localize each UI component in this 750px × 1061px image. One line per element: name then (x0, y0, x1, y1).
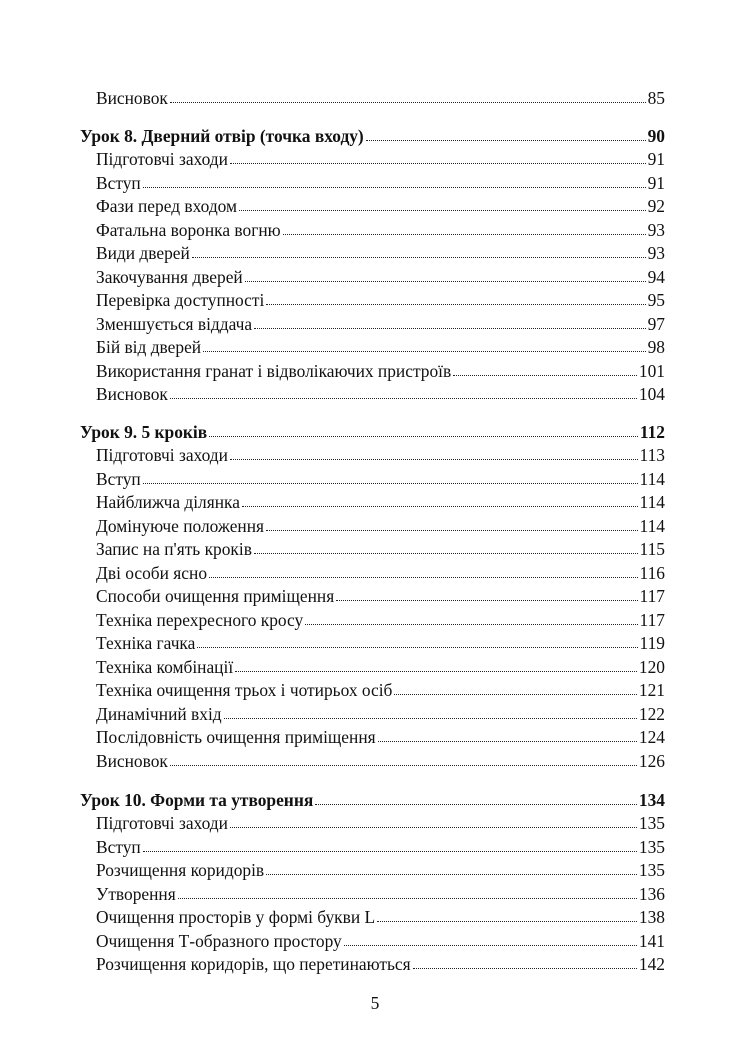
toc-entry-page: 85 (647, 88, 665, 108)
toc-entry-title: Урок 10. Форми та утворення (80, 790, 314, 810)
toc-entry (96, 929, 665, 951)
dot-leader (209, 576, 638, 578)
toc-entry-page: 122 (638, 704, 665, 724)
toc-entry-page: 95 (647, 290, 665, 310)
dot-leader (143, 850, 637, 852)
dot-leader (344, 944, 637, 946)
toc-entry-page: 112 (639, 422, 665, 442)
toc-entry-page: 98 (647, 337, 665, 357)
toc-entry-page: 138 (638, 907, 665, 927)
toc-entry (96, 490, 665, 512)
dot-leader (230, 162, 646, 164)
toc-entry (96, 218, 665, 240)
dot-leader (413, 967, 637, 969)
toc-entry (96, 835, 665, 857)
toc-entry-page: 101 (638, 361, 665, 381)
dot-leader (143, 482, 638, 484)
toc-entry (96, 335, 665, 357)
toc-entry-page: 93 (647, 243, 665, 263)
toc-entry (96, 678, 665, 700)
toc-entry-page: 117 (639, 610, 665, 630)
dot-leader (305, 623, 637, 625)
toc-entry-page: 113 (639, 445, 665, 465)
toc-entry-page: 97 (647, 314, 665, 334)
dot-leader (178, 897, 637, 899)
toc-entry-title: Техніка комбінації (96, 657, 234, 677)
toc-entry (96, 359, 665, 381)
toc-entry (96, 749, 665, 771)
dot-leader (366, 139, 646, 141)
dot-leader (143, 186, 646, 188)
dot-leader (266, 529, 638, 531)
toc-entry-title: Бій від дверей (96, 337, 202, 357)
toc-entry-title: Техніка перехресного кросу (96, 610, 304, 630)
toc-entry-title: Висновок (96, 384, 168, 404)
toc-entry-title: Види дверей (96, 243, 190, 263)
toc-entry (96, 265, 665, 287)
toc-entry-page: 104 (638, 384, 665, 404)
toc-entry-title: Домінуюче положення (96, 516, 265, 536)
dot-leader (230, 826, 637, 828)
toc-entry (96, 288, 665, 310)
toc-entry (96, 561, 665, 583)
dot-leader (377, 920, 637, 922)
toc-entry-page: 135 (638, 837, 665, 857)
toc-entry-title: Найближча ділянка (96, 492, 240, 512)
toc-entry-page: 90 (647, 126, 665, 146)
dot-leader (266, 873, 637, 875)
toc-entry (96, 631, 665, 653)
toc-entry-page: 135 (638, 860, 665, 880)
toc-entry-title: Вступ (96, 173, 141, 193)
dot-leader (170, 101, 646, 103)
dot-leader (394, 693, 637, 695)
toc-entry-title: Підготовчі заходи (96, 445, 228, 465)
toc-entry-title: Підготовчі заходи (96, 813, 228, 833)
dot-leader (245, 280, 646, 282)
toc-entry (96, 584, 665, 606)
dot-leader (224, 717, 637, 719)
toc-entry-title: Способи очищення приміщення (96, 586, 335, 606)
dot-leader (336, 599, 637, 601)
toc-entry (96, 194, 665, 216)
dot-leader (230, 458, 638, 460)
dot-leader (315, 803, 637, 805)
toc-entry-title: Розчищення коридорів (96, 860, 265, 880)
dot-leader (453, 374, 637, 376)
toc-entry-page: 126 (638, 751, 665, 771)
toc-entry (96, 147, 665, 169)
toc-entry-page: 92 (647, 196, 665, 216)
toc-entry (96, 514, 665, 536)
toc-entry-title: Запис на п'ять кроків (96, 539, 252, 559)
toc-entry (96, 882, 665, 904)
toc-entry-title: Очищення Т-образного простору (96, 931, 342, 951)
dot-leader (197, 646, 637, 648)
toc-entry-title: Очищення просторів у формі букви L (96, 907, 376, 927)
toc-entry-page: 136 (638, 884, 665, 904)
toc-entry-title: Урок 9. 5 кроків (80, 422, 208, 442)
toc-entry-title: Закочування дверей (96, 267, 243, 287)
toc-entry-page: 94 (647, 267, 665, 287)
toc-entry-page: 91 (647, 149, 665, 169)
toc-entry-title: Підготовчі заходи (96, 149, 228, 169)
toc-entry-title: Динамічний вхід (96, 704, 222, 724)
toc-entry (96, 312, 665, 334)
toc-chapter-heading (80, 788, 665, 810)
toc-entry-page: 116 (639, 563, 665, 583)
dot-leader (239, 209, 646, 211)
toc-entry-page: 93 (647, 220, 665, 240)
toc-entry (96, 241, 665, 263)
toc-entry-title: Вступ (96, 469, 141, 489)
toc-entry (96, 858, 665, 880)
toc-entry-page: 114 (639, 469, 665, 489)
toc-entry-title: Утворення (96, 884, 176, 904)
toc-entry (96, 905, 665, 927)
dot-leader (170, 764, 637, 766)
toc-entry (96, 608, 665, 630)
toc-entry (96, 171, 665, 193)
toc-entry (96, 702, 665, 724)
toc-entry-page: 91 (647, 173, 665, 193)
dot-leader (209, 435, 638, 437)
dot-leader (283, 233, 646, 235)
toc-entry-title: Техніка очищення трьох і чотирьох осіб (96, 680, 393, 700)
dot-leader (242, 505, 638, 507)
toc-entry-title: Висновок (96, 88, 168, 108)
toc-entry-title: Зменшується віддача (96, 314, 253, 334)
toc-entry-page: 115 (639, 539, 665, 559)
dot-leader (266, 303, 645, 305)
toc-entry-title: Використання гранат і відволікаючих пристроїв (96, 361, 452, 381)
toc-entry-page: 114 (639, 492, 665, 512)
toc-entry (96, 443, 665, 465)
toc-entry (96, 467, 665, 489)
toc-entry-page: 120 (638, 657, 665, 677)
toc-entry (96, 537, 665, 559)
toc-entry-page: 124 (638, 727, 665, 747)
toc-entry-page: 117 (639, 586, 665, 606)
toc-entry-page: 142 (638, 954, 665, 974)
page-number: 5 (370, 993, 380, 1013)
toc-entry-title: Послідовність очищення приміщення (96, 727, 376, 747)
dot-leader (254, 327, 645, 329)
toc-entry-page: 121 (638, 680, 665, 700)
toc-entry-title: Дві особи ясно (96, 563, 208, 583)
toc-entry (96, 86, 665, 108)
dot-leader (192, 256, 646, 258)
dot-leader (235, 670, 637, 672)
toc-entry-title: Вступ (96, 837, 141, 857)
dot-leader (378, 740, 637, 742)
toc-entry-title: Фази перед входом (96, 196, 238, 216)
toc-chapter-heading (80, 124, 665, 146)
toc-entry (96, 811, 665, 833)
toc-entry-page: 119 (639, 633, 665, 653)
dot-leader (170, 397, 637, 399)
toc-entry (96, 725, 665, 747)
toc-entry-title: Техніка гачка (96, 633, 196, 653)
toc-entry-title: Розчищення коридорів, що перетинаються (96, 954, 411, 974)
toc-entry-title: Висновок (96, 751, 168, 771)
toc-chapter-heading (80, 420, 665, 442)
toc-entry-page: 114 (639, 516, 665, 536)
toc-entry-title: Перевірка доступності (96, 290, 265, 310)
dot-leader (203, 350, 646, 352)
toc-entry-title: Фатальна воронка вогню (96, 220, 281, 240)
toc-entry-title: Урок 8. Дверний отвір (точка входу) (80, 126, 364, 146)
toc-entry (96, 655, 665, 677)
toc-entry (96, 382, 665, 404)
toc-entry (96, 952, 665, 974)
dot-leader (254, 552, 638, 554)
toc-entry-page: 141 (638, 931, 665, 951)
toc-entry-page: 135 (638, 813, 665, 833)
toc-entry-page: 134 (638, 790, 665, 810)
